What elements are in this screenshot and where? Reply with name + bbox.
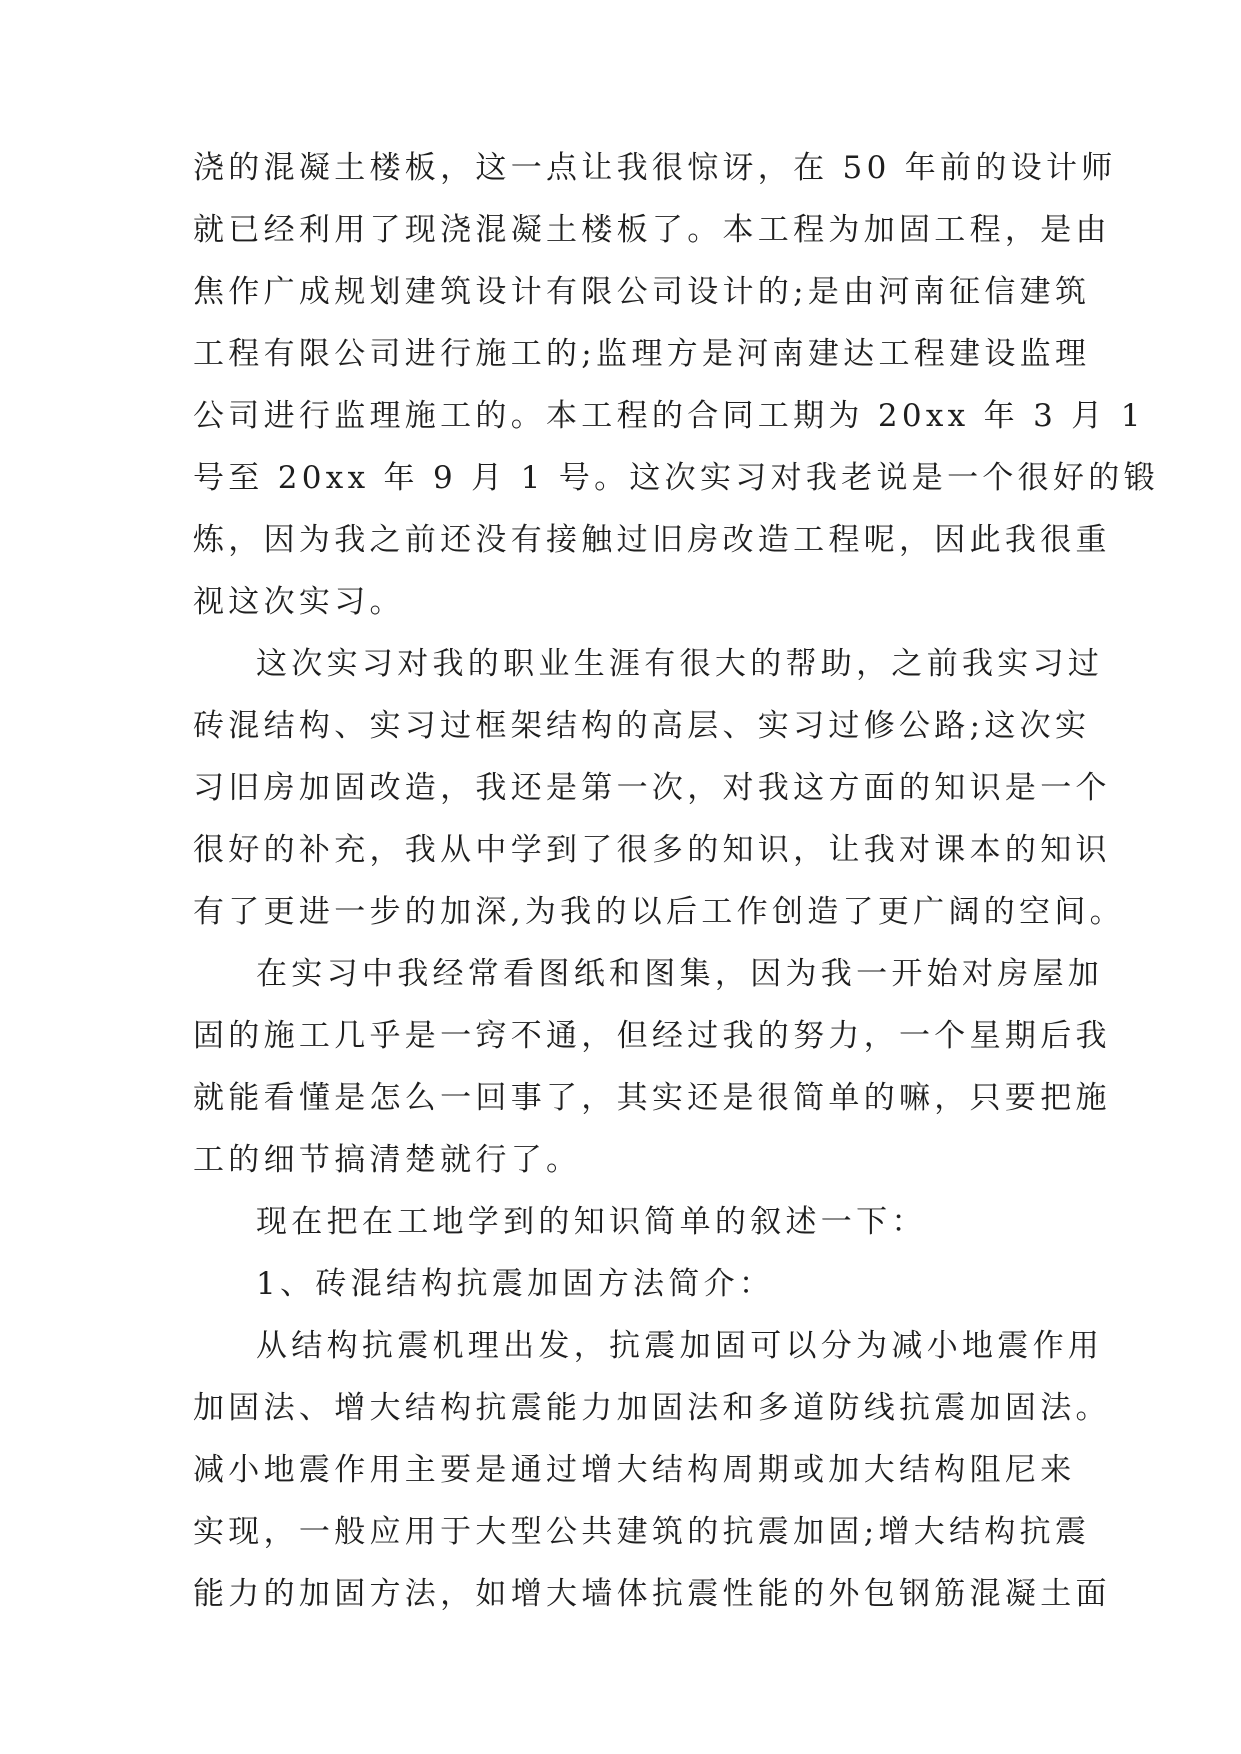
text-line: 就已经利用了现浇混凝土楼板了。本工程为加固工程，是由 (193, 212, 1111, 248)
text-line: 很好的补充，我从中学到了很多的知识，让我对课本的知识 (193, 832, 1111, 868)
text-line: 实现，一般应用于大型公共建筑的抗震加固;增大结构抗震 (193, 1514, 1091, 1550)
text-line: 习旧房加固改造，我还是第一次，对我这方面的知识是一个 (193, 770, 1111, 806)
text-line: 有了更进一步的加深,为我的以后工作创造了更广阔的空间。 (193, 894, 1125, 930)
text-line: 从结构抗震机理出发，抗震加固可以分为减小地震作用 (256, 1328, 1104, 1364)
text-line: 工程有限公司进行施工的;监理方是河南建达工程建设监理 (193, 336, 1091, 372)
text-line: 浇的混凝土楼板，这一点让我很惊讶，在 50 年前的设计师 (193, 150, 1117, 186)
text-line: 炼，因为我之前还没有接触过旧房改造工程呢，因此我很重 (193, 522, 1111, 558)
text-line: 这次实习对我的职业生涯有很大的帮助，之前我实习过 (256, 646, 1104, 682)
text-line: 1、砖混结构抗震加固方法简介： (256, 1266, 775, 1302)
text-line: 减小地震作用主要是通过增大结构周期或加大结构阻尼来 (193, 1452, 1076, 1488)
text-line: 现在把在工地学到的知识简单的叙述一下： (256, 1204, 927, 1240)
text-line: 能力的加固方法，如增大墙体抗震性能的外包钢筋混凝土面 (193, 1576, 1111, 1612)
text-line: 就能看懂是怎么一回事了，其实还是很简单的嘛，只要把施 (193, 1080, 1111, 1116)
text-line: 在实习中我经常看图纸和图集，因为我一开始对房屋加 (256, 956, 1104, 992)
text-line: 号至 20xx 年 9 月 1 号。这次实习对我老说是一个很好的锻 (193, 460, 1159, 496)
text-line: 公司进行监理施工的。本工程的合同工期为 20xx 年 3 月 1 (193, 398, 1145, 434)
text-line: 视这次实习。 (193, 584, 405, 620)
text-line: 固的施工几乎是一窍不通，但经过我的努力，一个星期后我 (193, 1018, 1111, 1054)
text-line: 砖混结构、实习过框架结构的高层、实习过修公路;这次实 (193, 708, 1091, 744)
text-line: 焦作广成规划建筑设计有限公司设计的;是由河南征信建筑 (193, 274, 1091, 310)
text-line: 加固法、增大结构抗震能力加固法和多道防线抗震加固法。 (193, 1390, 1111, 1426)
text-line: 工的细节搞清楚就行了。 (193, 1142, 582, 1178)
